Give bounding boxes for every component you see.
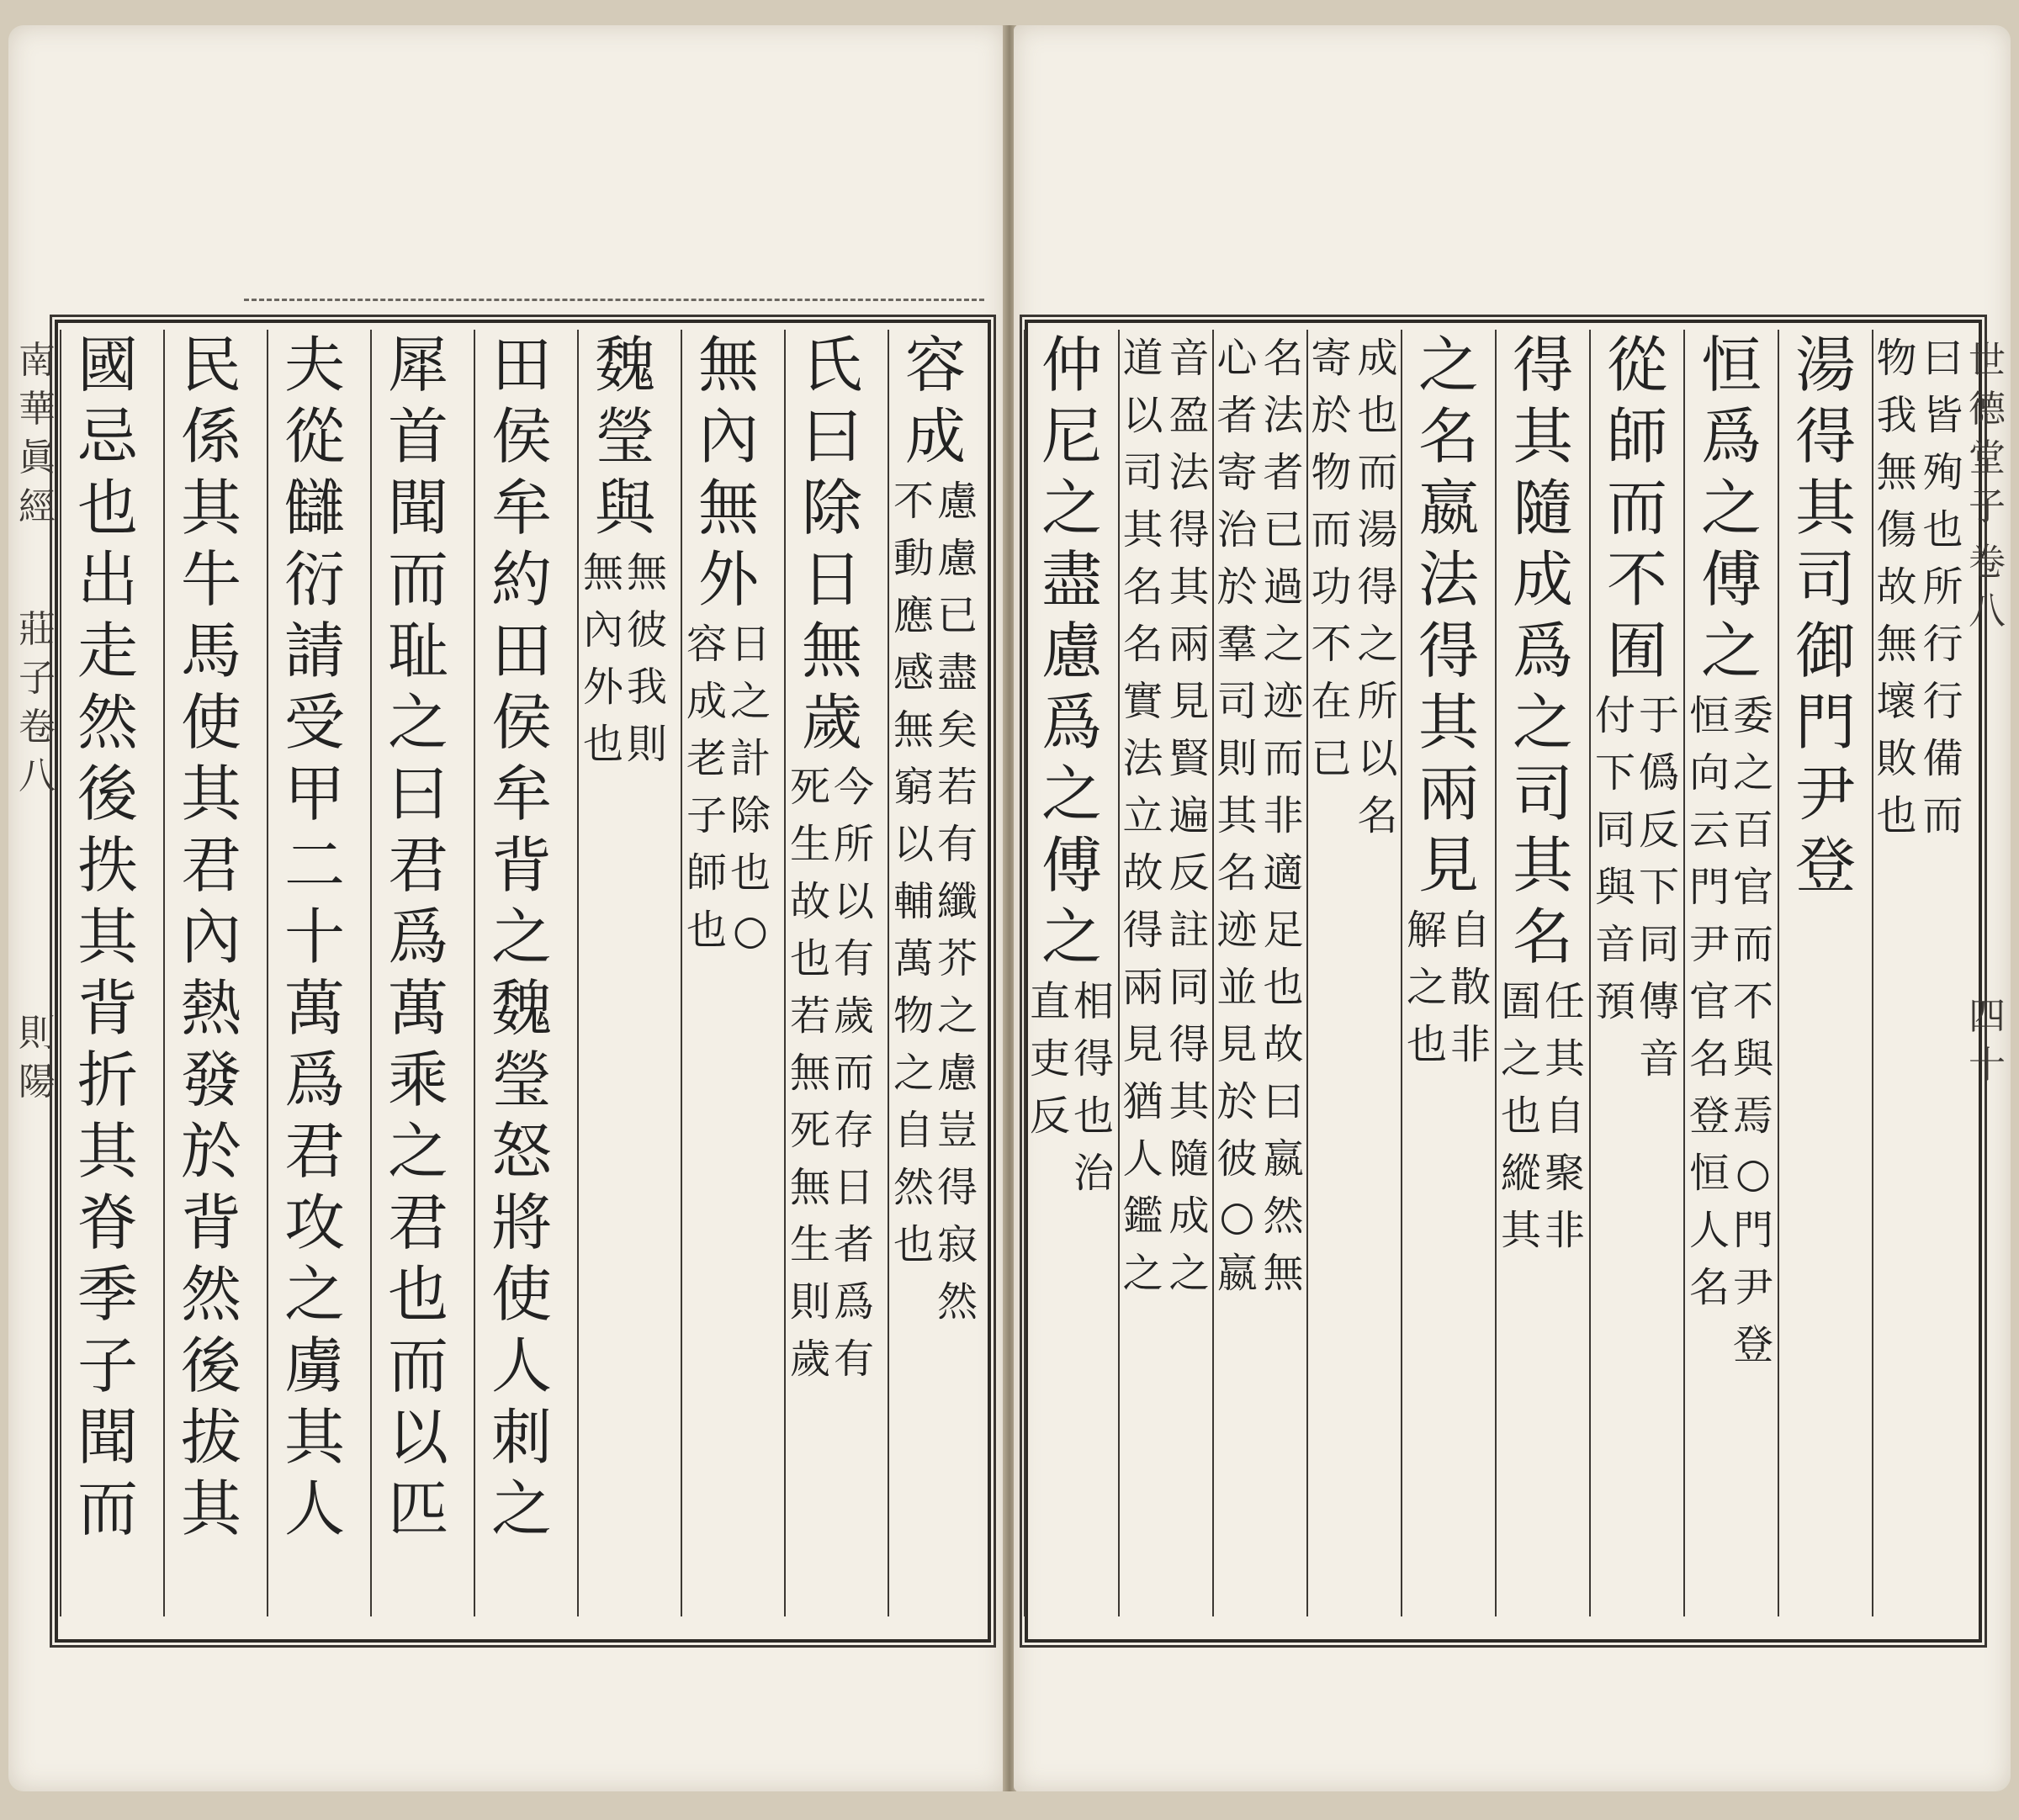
left-margin-title: 南華眞經 <box>19 339 56 528</box>
commentary-left: 死 生 故 也 若 無 死 無 生 則 歲 <box>789 764 830 1383</box>
main-text: 田 侯 牟 約 田 侯 牟 背 之 魏 瑩 怒 將 使 人 刺 之 <box>490 330 552 1544</box>
main-text: 從 師 而 不 囿 <box>1606 330 1667 686</box>
commentary-left: 道 以 司 其 名 名 實 法 立 故 得 兩 見 猶 人 鑑 之 <box>1122 335 1163 1297</box>
main-text: 湯 得 其 司 御 門 尹 登 <box>1794 330 1856 901</box>
left-column-7 <box>267 330 361 1616</box>
right-column-7 <box>1306 330 1401 1616</box>
main-text: 氏 曰 除 日 無 歲 <box>801 330 862 758</box>
commentary-left: 恒 向 云 門 尹 官 名 登 恒 人 名 <box>1688 692 1730 1311</box>
left-column-6 <box>370 330 464 1616</box>
right-column-5 <box>1495 330 1589 1616</box>
main-text: 之 名 嬴 法 得 其 兩 見 <box>1418 330 1479 901</box>
left-margin-chapter: 莊子卷八 <box>19 608 56 797</box>
commentary-right: 名 法 者 已 過 之 迹 而 非 適 足 也 故 曰 嬴 然 無 <box>1263 335 1304 1297</box>
left-margin-leaf: 則陽 <box>19 1012 56 1103</box>
commentary-right: 相 得 也 治 <box>1073 978 1114 1197</box>
right-column-6 <box>1401 330 1495 1616</box>
left-column-8 <box>163 330 257 1616</box>
main-text: 魏 瑩 與 <box>594 330 655 543</box>
commentary-left: 不 動 應 感 無 窮 以 輔 萬 物 之 自 然 也 <box>893 478 934 1268</box>
top-border-strip <box>244 299 984 308</box>
main-text: 國 忌 也 出 走 然 後 抶 其 背 折 其 脊 季 子 聞 而 <box>77 330 138 1544</box>
commentary-right: 無 彼 我 則 <box>626 549 667 768</box>
commentary-left: 容 成 老 子 師 也 <box>686 621 727 954</box>
left-column-1 <box>888 330 982 1616</box>
right-margin-title: 世德堂子 <box>1969 339 2006 528</box>
commentary-left: 心 者 寄 治 於 羣 司 則 其 名 迹 並 見 於 彼 ○ 嬴 <box>1216 335 1258 1297</box>
right-column-3 <box>1683 330 1778 1616</box>
commentary-right: 慮 慮 已 盡 矣 若 有 纖 芥 之 慮 豈 得 寂 然 <box>936 478 978 1325</box>
main-text: 無 內 無 外 <box>697 330 759 615</box>
right-column-8 <box>1212 330 1306 1616</box>
right-margin-leaf: 四十 <box>1969 995 2006 1087</box>
commentary-right: 曰 皆 殉 也 所 行 行 備 而 <box>1922 335 1963 839</box>
left-column-9 <box>60 330 154 1616</box>
commentary-right: 委 之 百 官 而 不 與 焉 ○ 門 尹 登 <box>1732 692 1773 1368</box>
right-column-10 <box>1024 330 1118 1616</box>
main-text: 恒 爲 之 傅 之 <box>1700 330 1762 686</box>
right-column-2 <box>1778 330 1872 1616</box>
commentary-right: 于 僞 反 下 同 傳 音 <box>1638 692 1679 1082</box>
left-column-2 <box>784 330 878 1616</box>
commentary-left: 物 我 無 傷 故 無 壞 敗 也 <box>1876 335 1917 839</box>
left-column-4 <box>577 330 671 1616</box>
commentary-right: 今 所 以 有 歲 而 存 日 者 爲 有 <box>833 764 874 1383</box>
main-text: 民 係 其 牛 馬 使 其 君 內 熱 發 於 背 然 後 拔 其 <box>180 330 241 1544</box>
main-text: 犀 首 聞 而 耻 之 曰 君 爲 萬 乘 之 君 也 而 以 匹 <box>387 330 448 1544</box>
right-margin-chapter: 卷八 <box>1969 541 2006 632</box>
main-text: 得 其 隨 成 爲 之 司 其 名 <box>1512 330 1573 972</box>
commentary-right: 日 之 計 除 也 ○ <box>729 621 771 954</box>
commentary-left: 無 內 外 也 <box>582 549 623 768</box>
left-column-5 <box>474 330 568 1616</box>
commentary-left: 直 吏 反 <box>1029 978 1070 1140</box>
right-column-4 <box>1589 330 1683 1616</box>
commentary-left: 寄 於 物 而 功 不 在 已 <box>1311 335 1352 782</box>
main-text: 容 成 <box>904 330 966 472</box>
left-column-3 <box>681 330 775 1616</box>
commentary-left: 付 下 同 與 音 預 <box>1594 692 1635 1025</box>
right-column-9 <box>1118 330 1212 1616</box>
commentary-right: 任 其 自 聚 非 <box>1544 978 1585 1254</box>
main-text: 仲 尼 之 盡 慮 爲 之 傅 之 <box>1041 330 1102 972</box>
commentary-right: 音 盈 法 得 其 兩 見 賢 遍 反 註 同 得 其 隨 成 之 <box>1168 335 1210 1297</box>
commentary-right: 自 散 非 <box>1449 907 1491 1068</box>
right-column-1 <box>1872 330 1966 1616</box>
commentary-left: 圄 之 也 縱 其 <box>1500 978 1541 1254</box>
commentary-right: 成 也 而 湯 得 之 所 以 名 <box>1357 335 1398 839</box>
main-text: 夫 從 讎 衍 請 受 甲 二 十 萬 爲 君 攻 之 虜 其 人 <box>284 330 345 1544</box>
commentary-left: 解 之 也 <box>1406 907 1447 1068</box>
